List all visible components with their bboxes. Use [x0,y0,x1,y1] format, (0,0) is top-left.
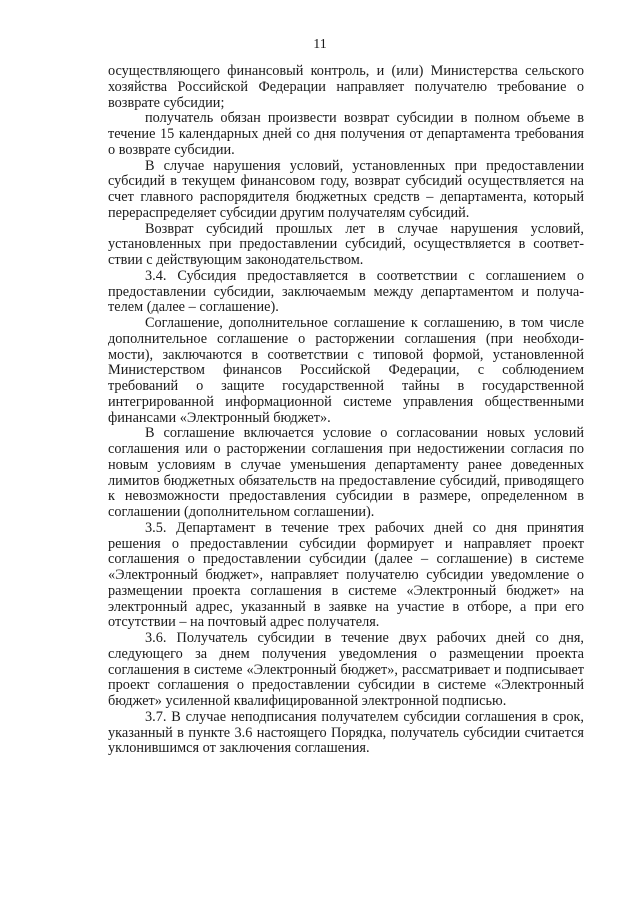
paragraph-1: осуществляющего финансовый контроль, и (или) Министерства сельского хозяйства Российской Федерации направляет получателю требование о возврате субсидии; [108,63,584,111]
paragraph-3: В случае нарушения условий, установленных при предоставлении субсидий в текущем финансовом году, возврат субсидий осуществляется на счет главного распорядителя бюджетных средств – департамента, который перераспределяет субсидии другим получателям субсидий. [108,157,584,221]
paragraph-7: В соглашение включается условие о согласовании новых условий соглашения или о расторжении соглашения при недостижении согласия по новым условиям в случае уменьшения департаменту ранее доведенных лимитов бюджетных обязательств на предоставление субсидий, приводящего к невозможности предоставления субсидии в размере, определенном в соглашении (дополнительном соглашении). [108,425,584,520]
page-number: 11 [313,37,327,52]
paragraph-section-3-5: 3.5. Департамент в течение трех рабочих дней со дня принятия решения о предоставлении субсидии формирует и направляет проект соглашения о предоставлении субсидии (далее – соглашение) в системе «Электронный бюджет», направляет получателю субсидии уведомление о размещении проекта соглашения в системе «Электронный бюджет» на электронный адрес, указанный в заявке на участие в отборе, а при его отсутствии – на почтовый адрес получателя. [108,519,584,631]
paragraph-section-3-7: 3.7. В случае неподписания получателем субсидии соглашения в срок, указанный в пункте 3.6 настоящего Порядка, получатель субсидии считается уклонившимся от заключения соглашения. [108,708,584,757]
paragraph-6: Соглашение, дополнительное соглашение к соглашению, в том числе дополнительное соглашение о расторжении соглашения (при необходимости), заключаются в соответствии с типовой формой, установленной Министерством финансов Российской Федерации, с соблюдением требований о защите государственной тайны в государственной интегрированной информационной системе управления общественными финансами «Электронный бюджет». [108,315,584,426]
document-body [108,64,584,757]
paragraph-section-3-6: 3.6. Получатель субсидии в течение двух рабочих дней со дня, следующего за днем получения уведомления о размещении проекта соглашения в системе «Электронный бюджет», рассматривает и подписывает проект соглашения о предоставлении субсидии в системе «Электронный бюджет» усиленной квалифицированной электронной подписью. [108,630,584,709]
paragraph-2: получатель обязан произвести возврат субсидии в полном объеме в течение 15 календарных дней со дня получения от департамента требования о возврате субсидии. [108,110,584,158]
paragraph-4: Возврат субсидий прошлых лет в случае нарушения условий, установленных при предоставлении субсидий, осуществляется в соответствии с действующим законодательством. [108,220,584,268]
paragraph-section-3-4: 3.4. Субсидия предоставляется в соответствии с соглашением о предоставлении субсидии, заключаемым между департаментом и получателем (далее – соглашение). [108,267,584,316]
